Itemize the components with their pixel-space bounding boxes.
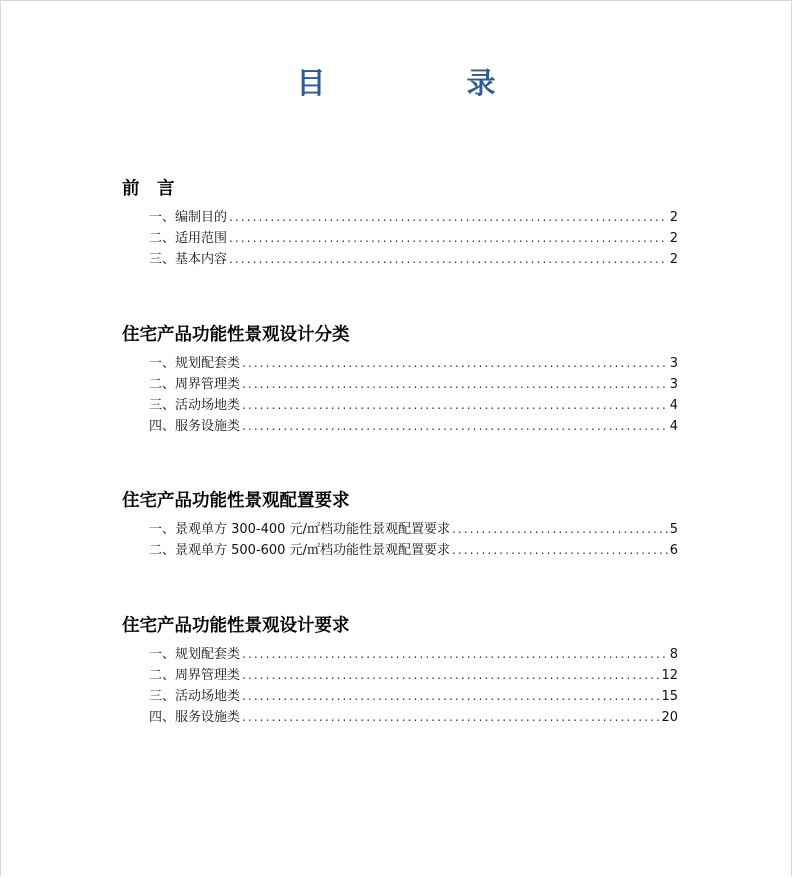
dot-leader <box>450 540 668 561</box>
toc-entry[interactable] <box>122 686 678 707</box>
entry-page-number: 3 <box>669 377 678 392</box>
toc-entry[interactable] <box>122 207 678 228</box>
entry-page-number: 2 <box>669 210 678 225</box>
entry-label: 二、周界管理类 <box>149 377 241 392</box>
toc-entry[interactable] <box>122 353 678 374</box>
section-heading: 住宅产品功能性景观配置要求 <box>122 491 350 511</box>
entry-page-number: 4 <box>669 398 678 413</box>
entry-label: 四、服务设施类 <box>149 710 241 725</box>
dot-leader <box>227 228 668 249</box>
entry-label: 二、景观单方 500-600 元/㎡档功能性景观配置要求 <box>149 543 450 558</box>
entry-page-number: 2 <box>669 231 678 246</box>
dot-leader <box>450 519 668 540</box>
toc-entry[interactable] <box>122 644 678 665</box>
entry-page-number: 20 <box>661 710 678 725</box>
toc-entry[interactable] <box>122 395 678 416</box>
toc-entry[interactable] <box>122 707 678 728</box>
entry-page-number: 12 <box>661 668 678 683</box>
entry-list <box>122 353 678 437</box>
toc-section-classification <box>122 323 678 437</box>
dot-leader <box>227 207 668 228</box>
section-heading: 住宅产品功能性景观设计要求 <box>122 616 350 636</box>
dot-leader <box>227 249 668 270</box>
dot-leader <box>240 644 668 665</box>
dot-leader <box>240 707 661 728</box>
entry-label: 三、活动场地类 <box>149 398 241 413</box>
toc-entry[interactable] <box>122 249 678 270</box>
entry-label: 一、景观单方 300-400 元/㎡档功能性景观配置要求 <box>149 522 450 537</box>
toc-entry[interactable] <box>122 228 678 249</box>
dot-leader <box>240 374 668 395</box>
section-heading: 住宅产品功能性景观设计分类 <box>122 325 350 345</box>
entry-list <box>122 207 678 270</box>
entry-page-number: 4 <box>669 419 678 434</box>
dot-leader <box>240 395 668 416</box>
toc-entry[interactable] <box>122 416 678 437</box>
toc-section-design-requirements <box>122 614 678 728</box>
entry-label: 三、活动场地类 <box>149 689 241 704</box>
toc-entry[interactable] <box>122 540 678 561</box>
entry-page-number: 5 <box>669 522 678 537</box>
entry-list <box>122 644 678 728</box>
entry-page-number: 3 <box>669 356 678 371</box>
entry-label: 二、周界管理类 <box>149 668 241 683</box>
toc-section-preface <box>122 177 678 270</box>
entry-page-number: 6 <box>669 543 678 558</box>
dot-leader <box>240 665 661 686</box>
entry-label: 一、规划配套类 <box>149 356 241 371</box>
entry-label: 三、基本内容 <box>149 252 228 267</box>
dot-leader <box>240 353 668 374</box>
entry-page-number: 8 <box>669 647 678 662</box>
entry-page-number: 15 <box>661 689 678 704</box>
entry-page-number: 2 <box>669 252 678 267</box>
toc-entry[interactable] <box>122 374 678 395</box>
entry-label: 四、服务设施类 <box>149 419 241 434</box>
dot-leader <box>240 416 668 437</box>
toc-section-configuration <box>122 489 678 561</box>
entry-list <box>122 519 678 561</box>
entry-label: 一、编制目的 <box>149 210 228 225</box>
toc-title: 目 录 <box>296 66 552 100</box>
entry-label: 二、适用范围 <box>149 231 228 246</box>
entry-label: 一、规划配套类 <box>149 647 241 662</box>
toc-entry[interactable] <box>122 665 678 686</box>
section-heading: 前 言 <box>122 179 175 199</box>
toc-entry[interactable] <box>122 519 678 540</box>
dot-leader <box>240 686 661 707</box>
